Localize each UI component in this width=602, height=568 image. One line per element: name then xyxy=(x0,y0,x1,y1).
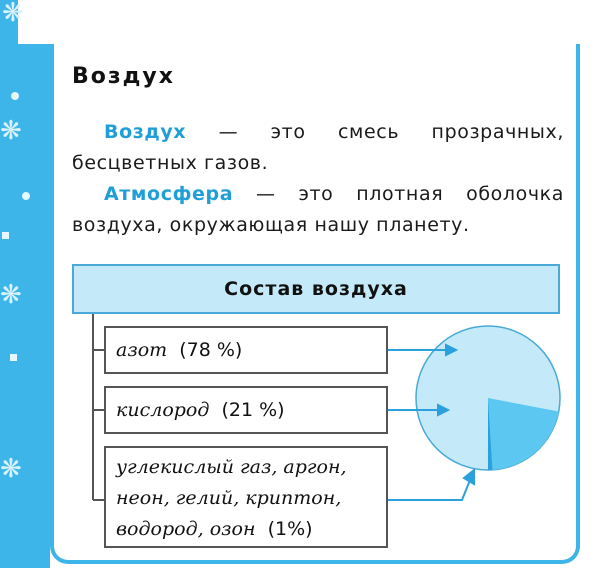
component-oxygen xyxy=(104,386,388,434)
component-name: кислород xyxy=(116,399,210,421)
component-other-gases xyxy=(104,446,388,548)
definition-air-text: — это смесь прозрачных, бесцветных газов. xyxy=(72,121,564,174)
arrowhead-other xyxy=(464,470,474,484)
snowflake-icon: ❋ xyxy=(0,116,22,146)
page-title: Воздух xyxy=(72,64,175,89)
component-nitrogen xyxy=(104,326,388,374)
definition-atmosphere-text: — это плотная оболочка воздуха, окружающая нашу планету. xyxy=(72,183,564,236)
component-name: азот xyxy=(116,339,168,361)
snowflake-icon: ❋ xyxy=(2,0,24,28)
snowflake-icon: ❋ xyxy=(0,454,22,484)
term-atmosphere: Атмосфера xyxy=(104,183,234,205)
term-air: Воздух xyxy=(104,121,187,143)
arrow-other xyxy=(388,480,470,500)
component-percent: (78 %) xyxy=(179,339,243,361)
component-percent: (21 %) xyxy=(221,399,285,421)
snowflake-icon: ❋ xyxy=(0,280,22,310)
diagram-title: Состав воздуха xyxy=(72,264,560,314)
component-percent: (1%) xyxy=(267,518,313,540)
component-name: углекислый газ, аргон, неон, гелий, криптон, водород, озон xyxy=(116,456,347,540)
